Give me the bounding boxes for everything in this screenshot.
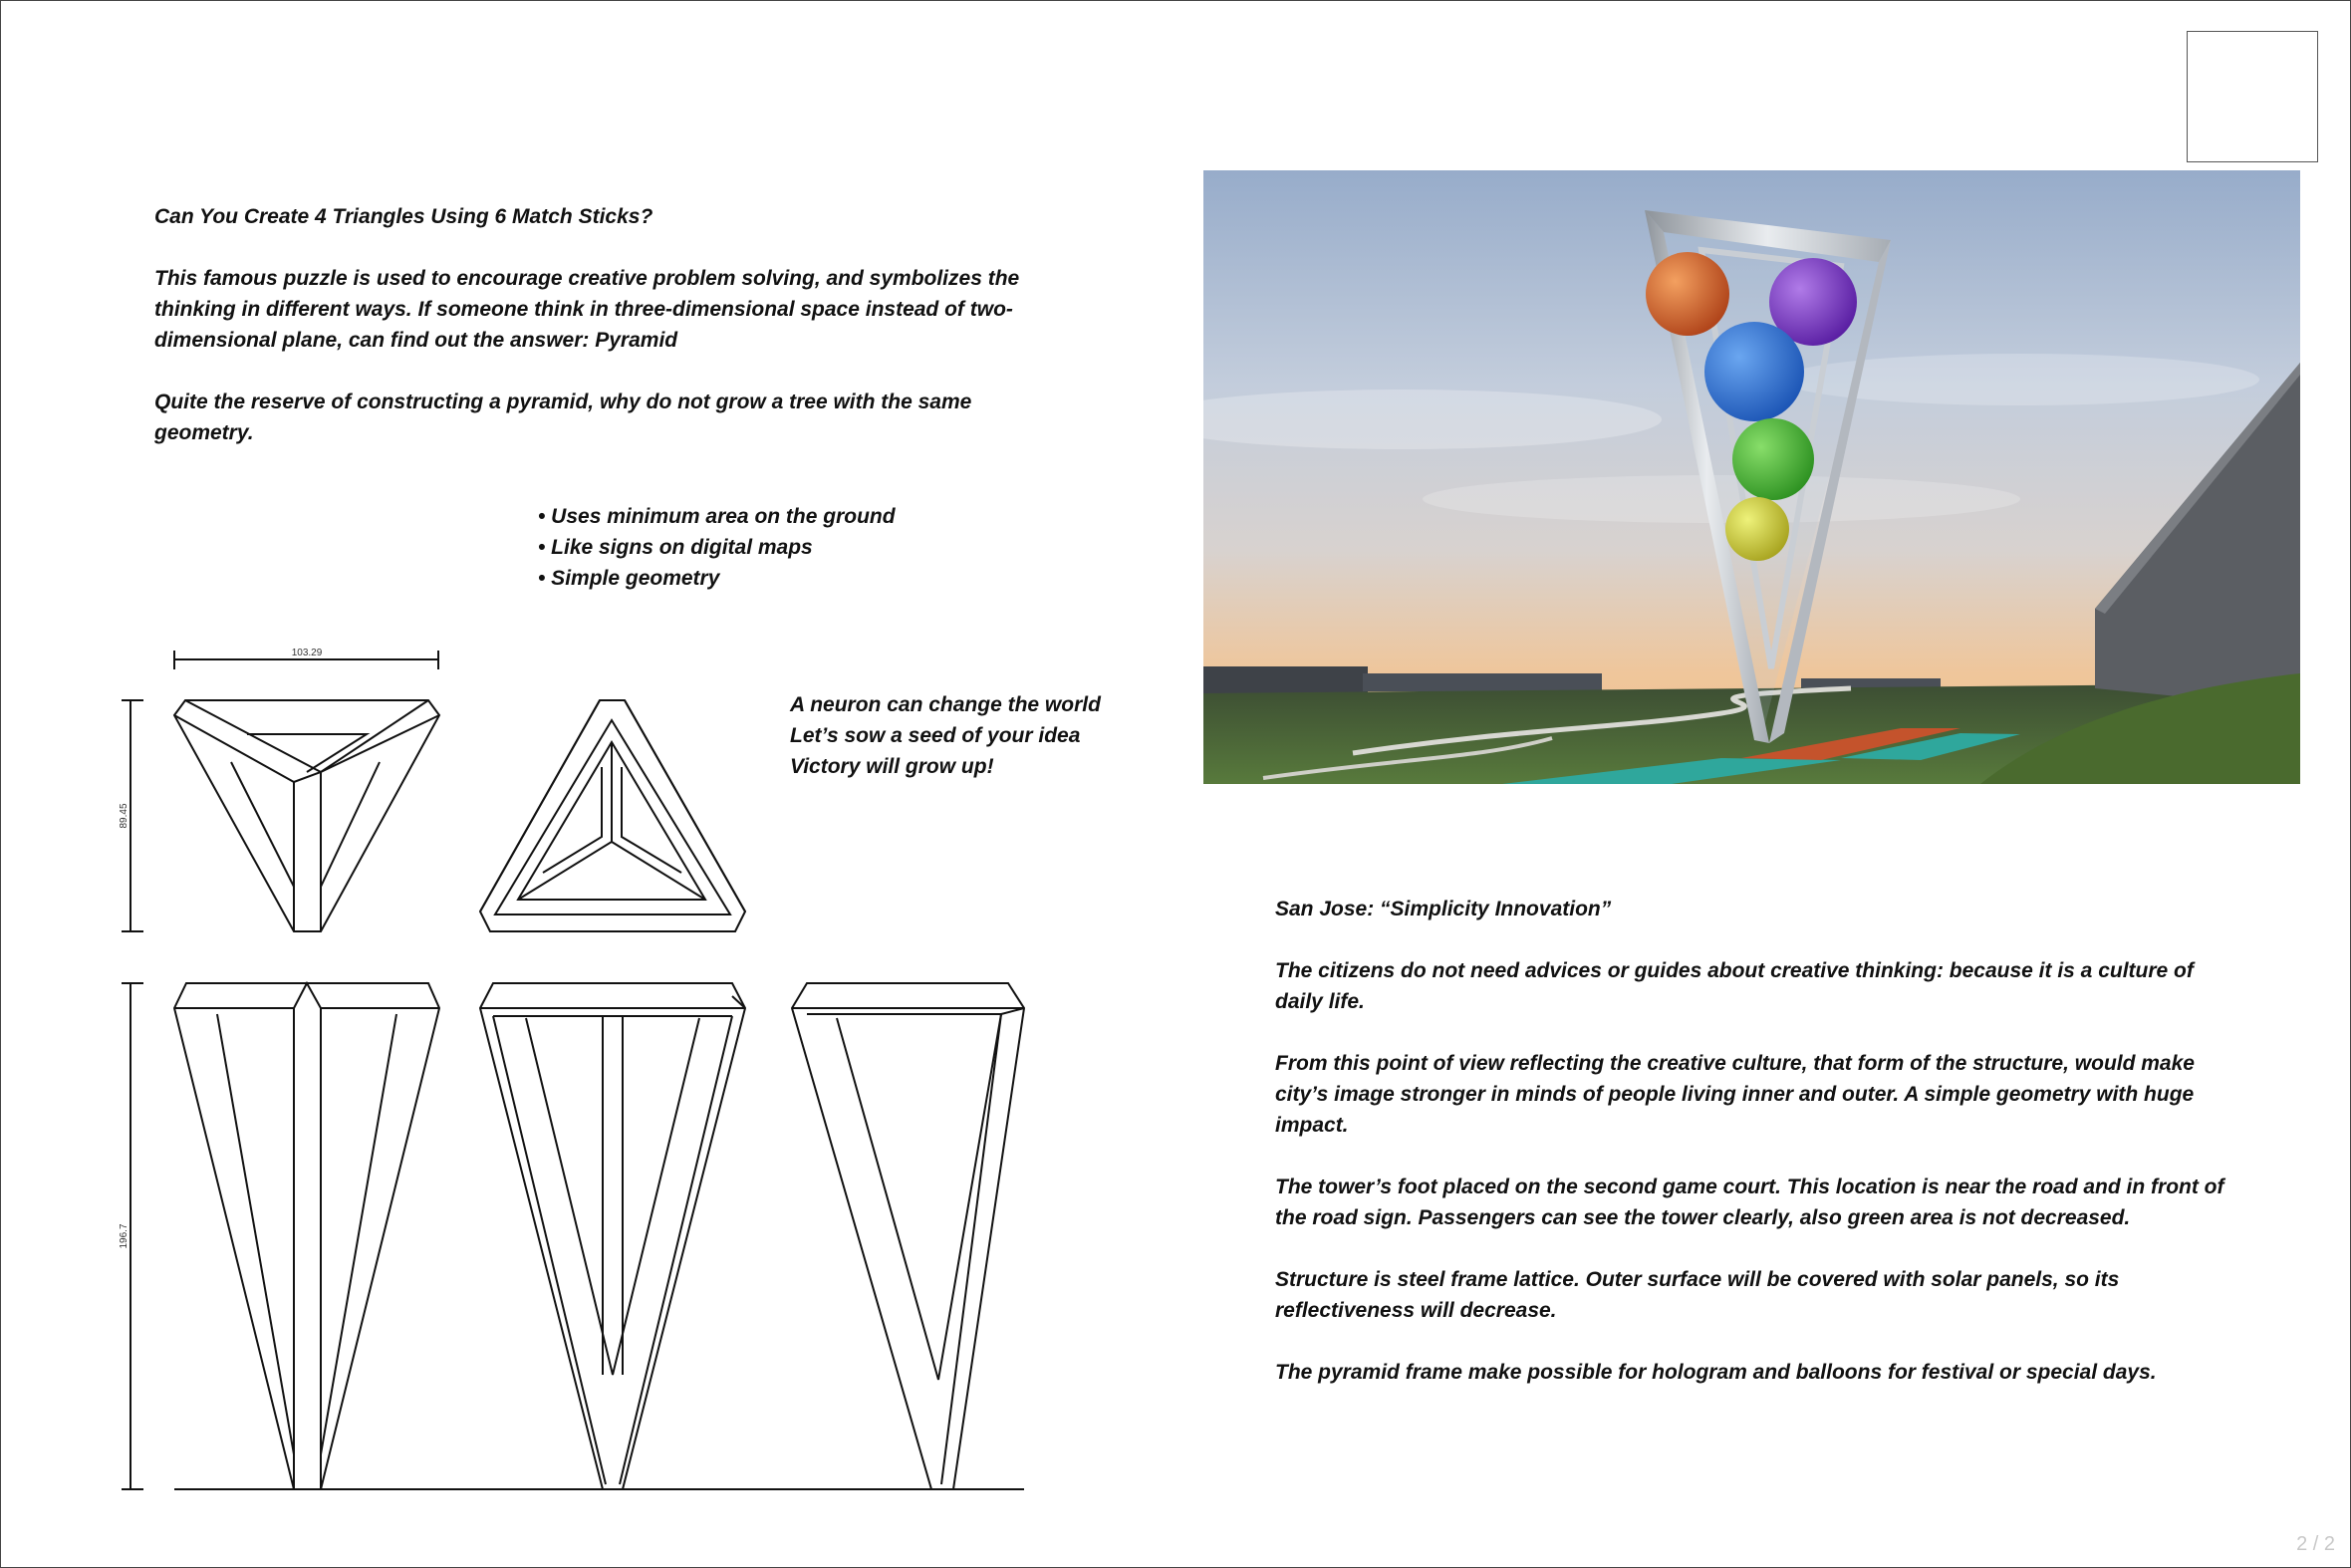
elevation-view-1 — [174, 983, 439, 1489]
top-view-drawing — [174, 700, 439, 931]
description-paragraph: The citizens do not need advices or guides about creative thinking: because it is a culture of daily life. — [1275, 959, 2194, 1013]
intro-paragraph-2: Quite the reserve of constructing a pyramid, why do not grow a tree with the same geometry. — [154, 391, 972, 444]
slogan-line: Victory will grow up! — [790, 755, 994, 778]
description-paragraph: The tower’s foot placed on the second game court. This location is near the road and in front of the road sign. Passengers can see the tower clearly, also green area is not decreased. — [1275, 1176, 2224, 1229]
dimension-height-top-label: 89.45 — [119, 803, 130, 829]
dimension-width-label: 103.29 — [291, 648, 323, 658]
description-paragraph: From this point of view reflecting the creative culture, that form of the structure, would make city’s image stronger in minds of people living inner and outer. A simple geometry with huge impact. — [1275, 1052, 2195, 1137]
plan-view-drawing — [480, 700, 745, 931]
stamp-box — [2187, 31, 2318, 162]
description-paragraph: The pyramid frame make possible for hologram and balloons for festival or special days. — [1275, 1361, 2157, 1384]
intro-title: Can You Create 4 Triangles Using 6 Match Sticks? — [154, 205, 653, 228]
dimension-height-elev-label: 196.7 — [119, 1223, 130, 1249]
page-number: 2 / 2 — [2296, 1533, 2335, 1555]
slogan-line: A neuron can change the world — [790, 693, 1101, 716]
elevation-view-3 — [792, 983, 1024, 1489]
intro-paragraph-1: This famous puzzle is used to encourage creative problem solving, and symbolizes the thinking in different ways. If someone think in three-dimensional space instead of two-dimensional plane, can find out the answer: Pyramid — [154, 267, 1020, 352]
bullet-item: • Simple geometry — [538, 567, 720, 590]
description-paragraph: Structure is steel frame lattice. Outer surface will be covered with solar panels, so its reflectiveness will decrease. — [1275, 1268, 2120, 1322]
bullet-item: • Like signs on digital maps — [538, 536, 813, 559]
description-heading: San Jose: “Simplicity Innovation” — [1275, 898, 1612, 920]
bullet-item: • Uses minimum area on the ground — [538, 505, 896, 528]
technical-drawings — [0, 0, 1096, 1568]
elevation-view-2 — [480, 983, 745, 1489]
slogan-line: Let’s sow a seed of your idea — [790, 724, 1081, 747]
description-block — [1275, 894, 2231, 1419]
tower-render-image — [1203, 170, 2300, 784]
